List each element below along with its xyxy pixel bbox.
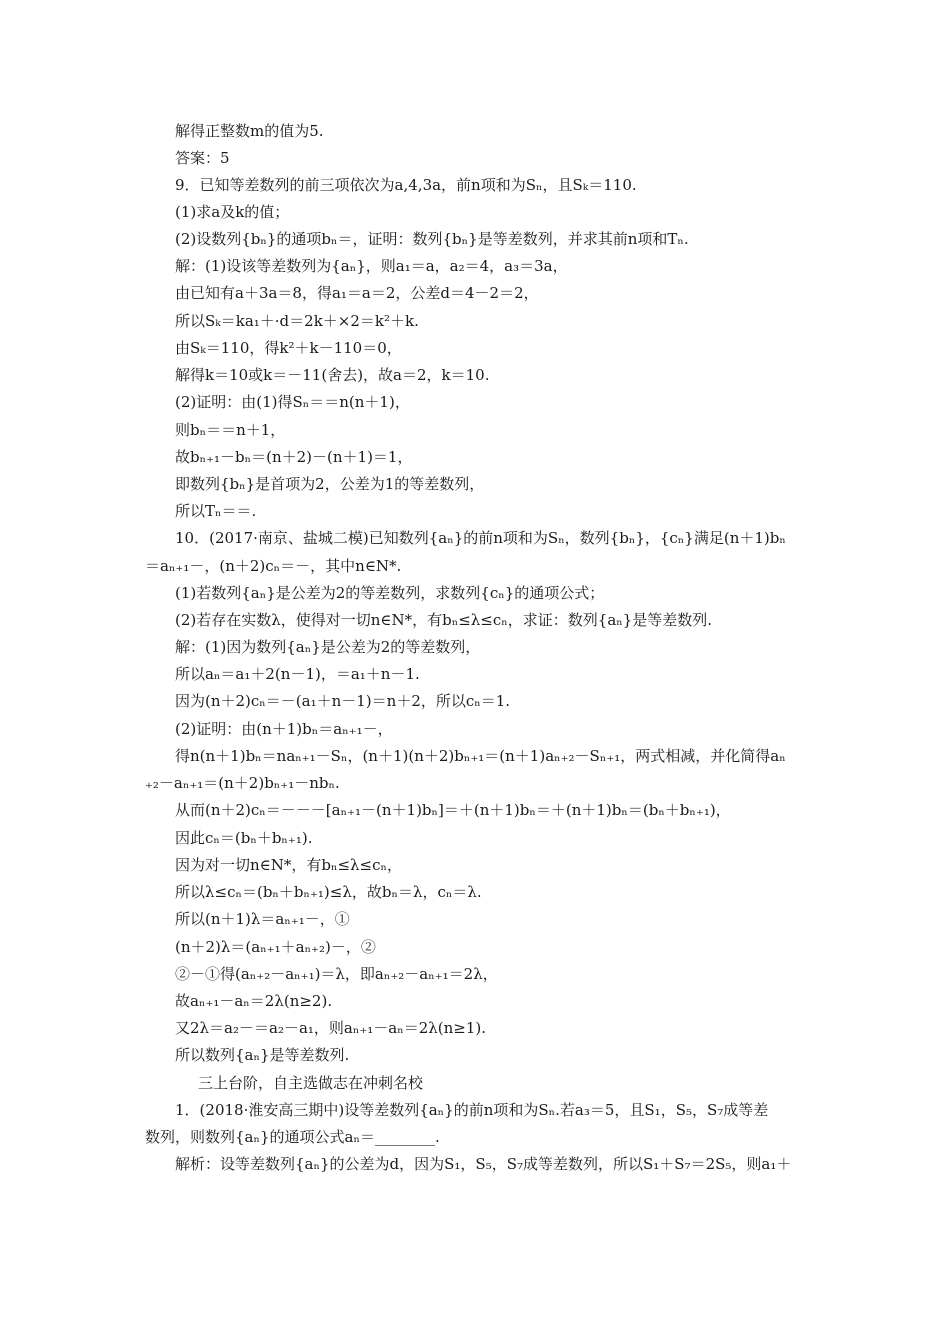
text-line: 解得k＝10或k＝－11(舍去)，故a＝2，k＝10.: [175, 366, 490, 384]
text-line: 解：(1)因为数列{aₙ}是公差为2的等差数列，: [175, 638, 481, 656]
text-line: 又2λ＝a₂－＝a₂－a₁，则aₙ₊₁－aₙ＝2λ(n≥1).: [175, 1019, 487, 1037]
text-line: 则bₙ＝＝n＋1，: [175, 421, 286, 439]
text-line: 解析：设等差数列{aₙ}的公差为d，因为S₁，S₅，S₇成等差数列，所以S₁＋S₇＝2S₅，则a₁＋: [175, 1155, 792, 1173]
text-line: 所以λ≤cₙ＝(bₙ＋bₙ₊₁)≤λ，故bₙ＝λ，cₙ＝λ.: [175, 883, 482, 901]
text-line: 所以Tₙ＝＝.: [175, 502, 257, 520]
text-line: 所以Sₖ＝ka₁＋·d＝2k＋×2＝k²＋k.: [175, 312, 419, 330]
text-line: (2)证明：由(1)得Sₙ＝＝n(n＋1)，: [175, 393, 410, 411]
text-line: 故bₙ₊₁－bₙ＝(n＋2)－(n＋1)＝1，: [175, 448, 413, 466]
text-line: (2)若存在实数λ，使得对一切n∈N*，有bₙ≤λ≤cₙ，求证：数列{aₙ}是等差数列.: [175, 611, 713, 629]
text-line: ＝aₙ₊₁－，(n＋2)cₙ＝－，其中n∈N*.: [145, 557, 402, 575]
text-line: 解：(1)设该等差数列为{aₙ}，则a₁＝a，a₂＝4，a₃＝3a，: [175, 257, 568, 275]
text-line: 由Sₖ＝110，得k²＋k－110＝0，: [175, 339, 402, 357]
question-9: 9．已知等差数列的前三项依次为a,4,3a，前n项和为Sₙ，且Sₖ＝110.: [175, 176, 637, 194]
text-line: 答案：5: [175, 149, 230, 167]
text-line: 所以aₙ＝a₁＋2(n－1)，＝a₁＋n－1.: [175, 665, 420, 683]
text-line: ₊₂－aₙ₊₁＝(n＋2)bₙ₊₁－nbₙ.: [145, 774, 340, 792]
text-line: 故aₙ₊₁－aₙ＝2λ(n≥2).: [175, 992, 333, 1010]
text-line: (1)若数列{aₙ}是公差为2的等差数列，求数列{cₙ}的通项公式；: [175, 584, 605, 602]
text-line: 因此cₙ＝(bₙ＋bₙ₊₁).: [175, 829, 313, 847]
text-line: 解得正整数m的值为5.: [175, 122, 324, 140]
text-line: 因为(n＋2)cₙ＝－(a₁＋n－1)＝n＋2，所以cₙ＝1.: [175, 692, 511, 710]
text-line: 所以(n＋1)λ＝aₙ₊₁－，①: [175, 910, 350, 928]
text-line: 由已知有a＋3a＝8，得a₁＝a＝2，公差d＝4－2＝2，: [175, 284, 539, 302]
text-line: 所以数列{aₙ}是等差数列.: [175, 1046, 350, 1064]
text-line: (1)求a及k的值；: [175, 203, 290, 221]
text-line: (n＋2)λ＝(aₙ₊₁＋aₙ₊₂)－，②: [175, 938, 376, 956]
text-line: 因为对一切n∈N*，有bₙ≤λ≤cₙ，: [175, 856, 403, 874]
text-line: 得n(n＋1)bₙ＝naₙ₊₁－Sₙ，(n＋1)(n＋2)bₙ₊₁＝(n＋1)aₙ₊₂－Sₙ₊₁，两式相减，并化简得aₙ: [175, 747, 786, 765]
section-heading: 三上台阶，自主选做志在冲刺名校: [198, 1074, 424, 1092]
text-line: (2)证明：由(n＋1)bₙ＝aₙ₊₁－，: [175, 720, 393, 738]
question-10: 10．(2017·南京、盐城二模)已知数列{aₙ}的前n项和为Sₙ，数列{bₙ}，{cₙ}满足(n＋1)bₙ: [175, 529, 786, 547]
text-line: 从而(n＋2)cₙ＝－－－[aₙ₊₁－(n＋1)bₙ]＝＋(n＋1)bₙ＝＋(n＋1)bₙ＝(bₙ＋bₙ₊₁)，: [175, 801, 731, 819]
text-line: ②－①得(aₙ₊₂－aₙ₊₁)＝λ，即aₙ₊₂－aₙ₊₁＝2λ，: [175, 965, 498, 983]
question-1: 1．(2018·淮安高三期中)设等差数列{aₙ}的前n项和为Sₙ.若a₃＝5，且S₁，S₅，S₇成等差: [175, 1101, 769, 1119]
text-line: 数列，则数列{aₙ}的通项公式aₙ＝________.: [145, 1128, 440, 1146]
text-line: 即数列{bₙ}是首项为2，公差为1的等差数列，: [175, 475, 485, 493]
text-line: (2)设数列{bₙ}的通项bₙ＝，证明：数列{bₙ}是等差数列，并求其前n项和Tₙ.: [175, 230, 689, 248]
